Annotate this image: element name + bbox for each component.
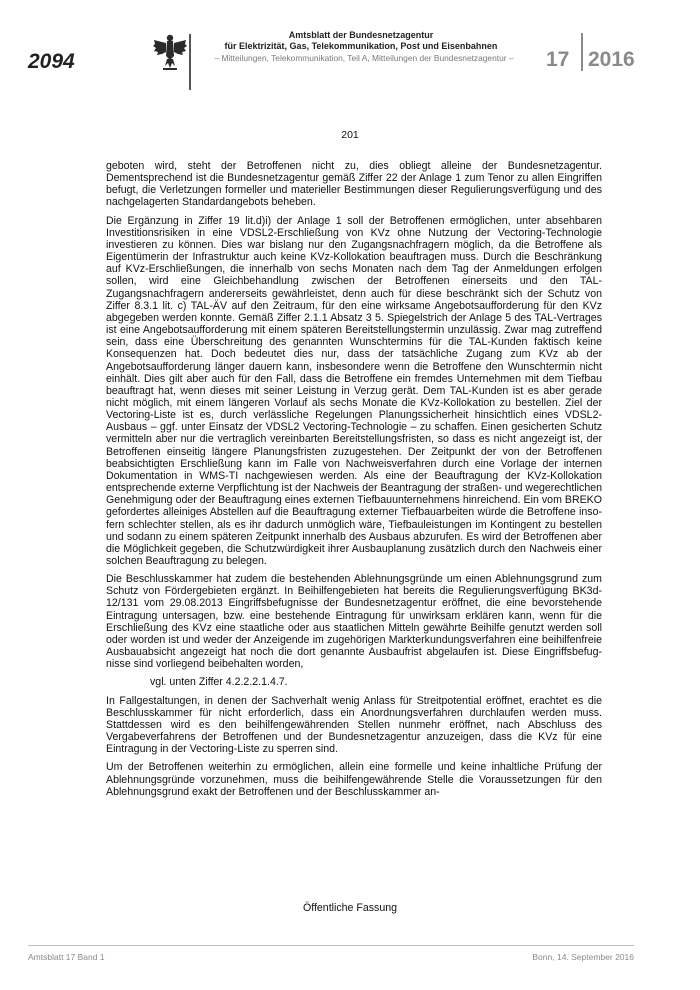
gazette-subtitle: – Mitteilungen, Telekommunikation, Teil A, Mitteilungen der Bundesnetzagentur – <box>214 53 514 63</box>
footer-date: Bonn, 14. September 2016 <box>532 952 634 962</box>
document-page-number: 201 <box>341 129 359 141</box>
paragraph: Die Beschlusskammer hat zudem die bestehenden Ablehnungsgründe um einen Ablehnungsgrund zum Schutz von Fördergebieten ergänzt. In Beihilfengebieten hat bereits die Regulierungsverfügung BK3d-12/131 vom 29.08.2013 Eingriffsbefugnisse der Bundesnetzagentur eröffnet, die eine bevorstehende Eintragung untersagen, bzw. eine bestehende Eintragung für unwirksam erklären kann, wenn für die Erschließung des KVz eine staatliche oder aus staatlichen Mitteln gewährte Beihilfe genutzt werden soll oder worden ist und weder der Anzeigende im zugehörigen Markterkundungsverfahren eine beihilfenfreie Ausbauabsicht angezeigt hat noch die dort genannte Ausbaufrist abgelaufen ist. Diese Eingriffsbefugnisse sind vorliegend beibehalten worden, <box>106 573 602 671</box>
gazette-title <box>196 30 526 52</box>
paragraph: geboten wird, steht der Betroffenen nicht zu, dies obliegt alleine der Bundesnetzagentur. Dementsprechend ist die Bundesnetzagentur gemäß Ziffer 22 der Anlage 1 zum Tenor zu allen Eingriffen befugt, die Verletzungen formeller und materieller Bestimmungen dieser Regulierungsverfügung und des nachgelagerten Standardangebots beheben. <box>106 160 602 209</box>
federal-eagle-icon <box>152 32 188 72</box>
page-number-large: 2094 <box>28 50 75 73</box>
paragraph: In Fallgestaltungen, in denen der Sachverhalt wenig Anlass für Streitpotential eröffnet, erachtet es die Beschlusskammer für nicht erforderlich, dass ein Anordnungsverfahren durchlaufen werden muss. Stattdessen wird es den beihilfengewährenden Stellen nunmehr eröffnet, nach Abschluss des Vergabeverfahrens der Betroffenen und der Bundesnetzagentur anzuzeigen, dass die KVz für eine Eintragung in der Vectoring-Liste zu sperren sind. <box>106 694 602 756</box>
paragraph: Die Ergänzung in Ziffer 19 lit.d)i) der Anlage 1 soll der Betroffenen ermöglichen, unter absehbaren Investitionsrisiken in eine VDSL2-Erschließung von KVz ohne Nutzung der Vectoring-Technologie investieren zu können. Dies war bislang nur den Zugangsnachfragern möglich, da die Betroffene als Eigentümerin der Infrastruktur auch keine KVz-Kollokation beauftragen muss. Durch die Beschränkung auf KVz-Erschließungen, die innerhalb von sechs Monaten nach dem Tag der Anmeldungen erfolgen sollen, wird eine Gleichbehandlung zwischen der Betroffenen einerseits und den TAL-Zugangsnachfragern andererseits gewährleistet, denn auch für diese beschränkt sich der Schutz von Ziffer 8.3.1 lit. c) TAL-ÄV auf den Zeitraum, für den eine wirksame Angebotsaufforderung für den KVz abgegeben werden konnte. Gemäß Ziffer 2.1.1 Absatz 3 5. Spiegelstrich der Anlage 5 des TAL-Vertrages ist eine Angebotsaufforderung mit einem späteren Bereitstellungstermin unzulässig. Zwar mag zutreffend sein, dass eine Überschreitung des genannten Wunschtermins für die TAL-Kunden faktisch keine Konsequenzen hat. Doch bedeutet dies nur, dass der tatsächliche Zugang zum KVz ab der Angebotsaufforderung länger dauern kann, insbesondere wenn die Betroffene den Wunschtermin nicht einhält. Dies gilt aber auch für den Fall, dass die Betroffene ein fremdes Unternehmen mit dem Tiefbau beauftragt hat, wenn dieses mit seiner Leistung in Verzug gerät. Dem TAL-Kunden ist es aber gerade nicht möglich, mit einem längeren Vorlauf als sechs Monate die KVz-Kollokation zu bestellen. Ziel der Vectoring-Liste ist es, durch verlässliche Regelungen Planungssicherheit hinsichtlich eines VDSL2-Ausbaus – ggf. unter Einsatz der VDSL2 Vectoring-Technologie – zu schaffen. Einen gesicherten Schutz vermitteln aber nur die vertraglich vereinbarten Bereitstellungsfristen, so dass es nicht angezeigt ist, der Betroffenen einseitig längere Planungsfristen zuzugestehen. Der Zeitpunkt der von der Betroffenen beabsichtigten Erschließung kann im Falle von Nachweisverfahren durch eine Vorlage der internen Dokumentation in WMS-TI nachgewiesen werden. Als eine der Beauftragung der KVz-Kollokation entsprechende externe Verpflichtung ist der Nachweis der Beantragung der straßen- und wegerechtlichen Genehmigung oder der Beauftragung eines externen Tiefbauunternehmens hinreichend. Ein vom BREKO gefordertes alleiniges Abstellen auf die Beauftragung externer Tiefbauarbeiten würde die Betroffene insofern schlechter stellen, als es ihr dadurch unmöglich wäre, Tiefbauleistungen im Kontingent zu bestellen und sodann zu einem späteren Zeitpunkt innerhalb des Ausbaus abzurufen. Es wird der Betroffenen aber die Möglichkeit gegeben, die Schutzwürdigkeit ihrer Ausbauplanung zusätzlich durch den Nachweis einer solchen Beauftragung zu belegen. <box>106 214 602 567</box>
issue-divider <box>581 33 583 71</box>
gazette-title-line-1: Amtsblatt der Bundesnetzagentur <box>288 30 434 40</box>
issue-year: 2016 <box>588 48 635 71</box>
footer-divider <box>28 945 634 946</box>
public-version-label: Öffentliche Fassung <box>302 902 398 914</box>
header-divider <box>189 34 191 90</box>
footer-volume: Amtsblatt 17 Band 1 <box>28 952 105 962</box>
issue-number: 17 <box>546 48 570 71</box>
reference-paragraph: vgl. unten Ziffer 4.2.2.2.1.4.7. <box>150 676 288 689</box>
paragraph: Um der Betroffenen weiterhin zu ermöglichen, allein eine formelle und keine inhaltliche Prüfung der Ablehnungsgründe vorzunehmen, muss die beihilfengewährende Stelle die Voraussetzungen für den Ablehnungsgrund exakt der Betroffenen und der Beschlusskammer an- <box>106 761 602 798</box>
gazette-title-line-2: für Elektrizität, Gas, Telekommunikation, Post und Eisenbahnen <box>224 41 498 51</box>
document-body <box>106 160 602 804</box>
